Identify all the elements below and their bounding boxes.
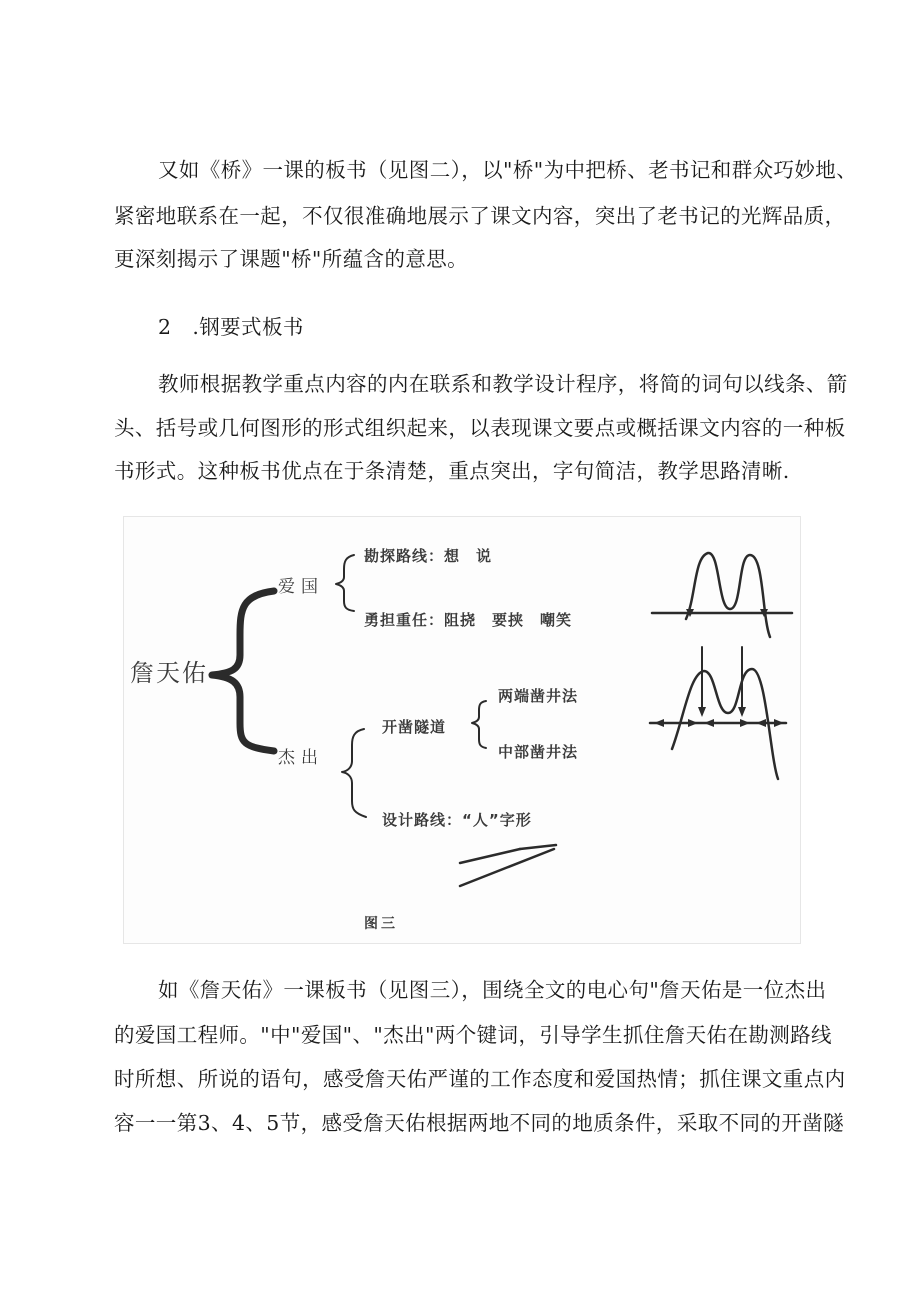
paragraph3-line-3: 时所想、所说的语句，感受詹天佑严谨的工作态度和爱国热情；抓住课文重点内 <box>114 1067 846 1091</box>
board-diagram-figure <box>123 516 801 944</box>
diagram-item-middle-method: 中部凿井法 <box>498 743 579 761</box>
paragraph3-line-2: 的爱国工程师。"中"爱国"、"杰出"两个键词，引导学生抓住詹天佑在勘测路线 <box>114 1023 832 1047</box>
diagram-branch-outstanding: 杰出 <box>278 748 324 768</box>
paragraph2-line-3: 书形式。这种板书优点在于条清楚，重点突出，字句简洁，教学思路清晰. <box>114 459 790 483</box>
section-heading: 2 .钢要式板书 <box>158 315 304 339</box>
diagram-item-route-design: 设计路线：“人”字形 <box>382 811 532 829</box>
paragraph2-line-2: 头、括号或几何图形的形式组织起来，以表现课文要点或概括课文内容的一种板 <box>114 416 846 440</box>
diagram-item-two-end-method: 两端凿井法 <box>498 687 579 705</box>
paragraph3-line-1: 如《詹天佑》一课板书（见图三），围绕全文的电心句"詹天佑是一位杰出 <box>158 978 827 1002</box>
diagram-lines <box>124 517 800 943</box>
paragraph1-line-1: 又如《桥》一课的板书（见图二），以"桥"为中把桥、老书记和群众巧妙地、 <box>158 158 858 182</box>
paragraph1-line-3: 更深刻揭示了课题"桥"所蕴含的意思。 <box>114 247 469 271</box>
paragraph3-line-4: 容一一第3、4、5节，感受詹天佑根据两地不同的地质条件，采取不同的开凿隧 <box>114 1111 845 1135</box>
diagram-item-survey: 勘探路线：想 说 <box>364 547 493 565</box>
paragraph2-line-1: 教师根据教学重点内容的内在联系和教学设计程序，将简的词句以线条、箭 <box>158 372 848 396</box>
paragraph1-line-2: 紧密地联系在一起，不仅很准确地展示了课文内容，突出了老书记的光辉品质， <box>114 204 846 228</box>
diagram-branch-patriotic: 爱国 <box>278 577 324 597</box>
diagram-item-tunnel: 开凿隧道 <box>382 718 447 736</box>
diagram-item-responsibility: 勇担重任：阻挠 要挟 嘲笑 <box>364 611 573 629</box>
diagram-main-topic: 詹天佑 <box>130 659 208 687</box>
figure-caption: 图三 <box>364 916 398 932</box>
